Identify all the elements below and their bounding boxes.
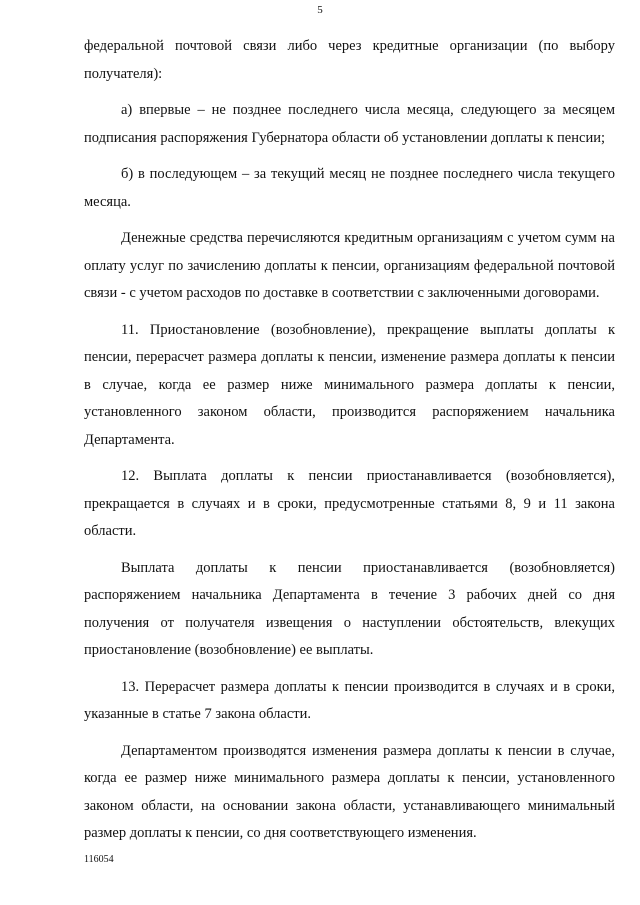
paragraph-suspension-order: Выплата доплаты к пенсии приостанавливается (возобновляется) распоряжением начальника Департамента в течение 3 рабочих дней со дня получения от получателя извещения о наступлении обстоятельств, влекущих приостановление (возобновление) ее выплаты. (84, 559, 615, 658)
paragraph-clause-13: 13. Перерасчет размера доплаты к пенсии производится в случаях и в сроки, указанные в статье 7 закона области. (84, 678, 615, 722)
paragraph-clause-12: 12. Выплата доплаты к пенсии приостанавливается (возобновляется), прекращается в случаях и в сроки, предусмотренные статьями 8, 9 и 11 закона области. (84, 468, 615, 539)
document-body (84, 33, 615, 857)
paragraph-funds-transfer: Денежные средства перечисляются кредитным организациям с учетом сумм на оплату услуг по зачислению доплаты к пенсии, организациям федеральной почтовой связи - с учетом расходов по доставке в соответствии с заключенными договорами. (84, 230, 615, 301)
paragraph-continuation: федеральной почтовой связи либо через кредитные организации (по выбору получателя): (84, 38, 615, 82)
document-code: 116054 (84, 854, 114, 865)
paragraph-department-changes: Департаментом производятся изменения размера доплаты к пенсии в случае, когда ее размер ниже минимального размера доплаты к пенсии, установленного законом области, на основании закона области, устанавливающего минимальный размер доплаты к пенсии, со дня соответствующего изменения. (84, 742, 615, 841)
paragraph-item-a: а) впервые – не позднее последнего числа месяца, следующего за месяцем подписания распоряжения Губернатора области об установлении доплаты к пенсии; (84, 102, 615, 146)
page-number: 5 (317, 4, 323, 16)
paragraph-item-b: б) в последующем – за текущий месяц не позднее последнего числа текущего месяца. (84, 166, 615, 210)
paragraph-clause-11: 11. Приостановление (возобновление), прекращение выплаты доплаты к пенсии, перерасчет размера доплаты к пенсии, изменение размера доплаты к пенсии в случае, когда ее размер ниже минимального размера доплаты к пенсии, установленного законом области, производится распоряжением начальника Департамента. (84, 321, 615, 448)
